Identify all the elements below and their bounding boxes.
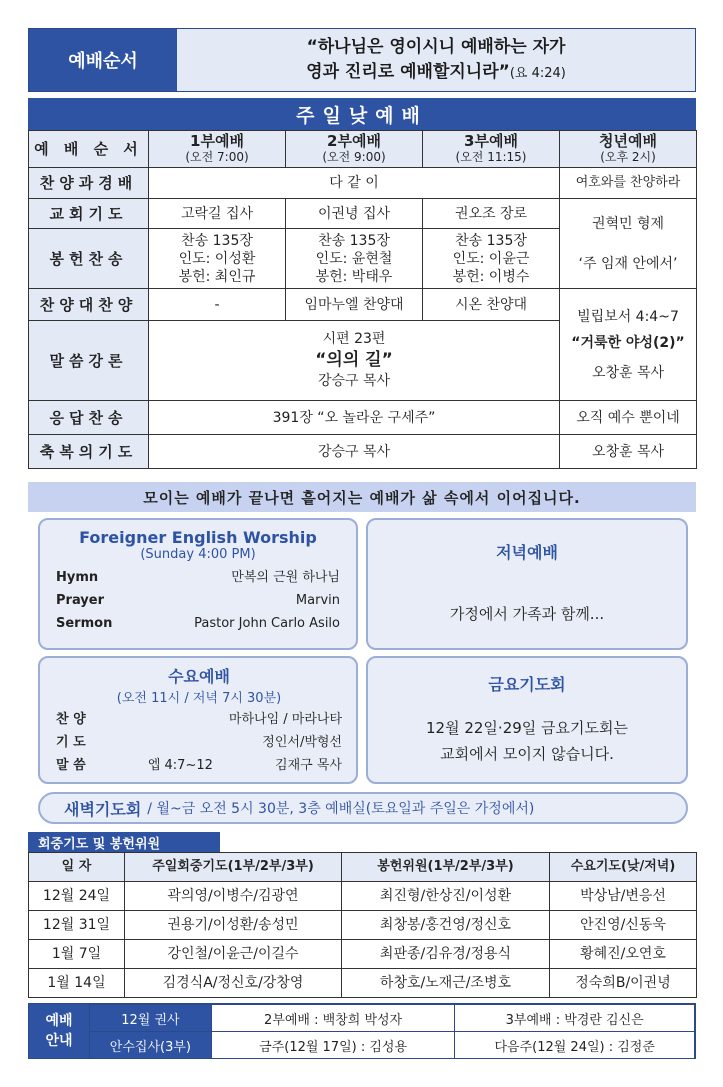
- worship-guide: [28, 1003, 696, 1059]
- verse-line-1: “하나님은 영이시니 예배하는 자가: [306, 36, 566, 57]
- friday-prayer-title: 금요기도회: [488, 675, 566, 694]
- table-row: [29, 940, 697, 969]
- wednesday-worship-time: (오전 11시 / 저녁 7시 30분): [116, 691, 282, 706]
- table-row-prayer: [29, 199, 697, 229]
- guide-cell: 3부예배 : 박경란 김신은: [455, 1005, 695, 1032]
- cell-offering-2: 찬송 135장 인도: 윤현철 봉헌: 박태우: [286, 229, 423, 289]
- table-row-praise: [29, 168, 697, 199]
- cell: 강인철/이윤근/이길수: [125, 940, 342, 969]
- row-label: 봉헌찬송: [29, 229, 149, 289]
- cell: 곽의영/이병수/김광연: [125, 882, 342, 911]
- cell-prayer-1: 고락길 집사: [149, 199, 286, 229]
- sermon-preacher: 강승구 목사: [317, 373, 391, 389]
- row-label: 축복의기도: [29, 435, 149, 469]
- column-header-youth-service: 청년예배 (오후 2시): [560, 131, 697, 168]
- guide-cell: 금주(12월 17일) : 김성용: [211, 1032, 455, 1059]
- sunday-worship-table: [28, 130, 697, 469]
- cell: 최판종/김유경/정용식: [342, 940, 550, 969]
- sermon-scripture: 시편 23편: [322, 331, 386, 347]
- verse-reference: (요 4:24): [509, 65, 566, 81]
- cell: 하창호/노재근/조병호: [342, 969, 550, 998]
- cell-prayer-3: 권오조 장로: [423, 199, 560, 229]
- date-cell: 12월 24일: [29, 882, 125, 911]
- date-cell: 12월 31일: [29, 911, 125, 940]
- cell-offering-3: 찬송 135장 인도: 이윤근 봉헌: 이병수: [423, 229, 560, 289]
- column-header-third-service: 3부예배 (오전 11:15): [423, 131, 560, 168]
- dawn-prayer-title: 새벽기도회: [64, 799, 142, 819]
- cell: 최진형/한상진/이성환: [342, 882, 550, 911]
- youth-sermon-title: “거룩한 야성(2)”: [571, 334, 685, 351]
- table-row: [29, 911, 697, 940]
- guide-cell: 다음주(12월 24일) : 김정준: [455, 1032, 695, 1059]
- sermon-title: “의의 길”: [315, 350, 393, 370]
- column-header-second-service: 2부예배 (오전 9:00): [286, 131, 423, 168]
- cell-youth-sermon: [560, 289, 697, 401]
- dawn-prayer-info: / 월~금 오전 5시 30분, 3층 예배실(토요일과 주일은 가정에서): [147, 801, 535, 817]
- cell-blessing-youth: 오창훈 목사: [560, 435, 697, 469]
- evening-worship-box: [366, 518, 688, 650]
- cell: 황혜진/오연호: [550, 940, 697, 969]
- prayer-committee-table: [28, 852, 697, 998]
- cell-praise-main: 다 같 이: [149, 168, 560, 199]
- column-header: 일 자: [29, 853, 125, 882]
- cell: 박상남/변응선: [550, 882, 697, 911]
- table-row-blessing: [29, 435, 697, 469]
- column-header-order: 예 배 순 서: [29, 131, 149, 168]
- prayer-committee-label: 회중기도 및 봉헌위원: [28, 832, 220, 852]
- row-label: 응답찬송: [29, 401, 149, 435]
- info-row-prayer: 기 도 정인서/박형선: [56, 735, 342, 750]
- guide-key: 안수집사(3부): [90, 1032, 212, 1059]
- motto-banner: 모이는 예배가 끝나면 흩어지는 예배가 삶 속에서 이어집니다.: [28, 482, 696, 512]
- worship-guide-label: 예배 안내: [29, 1004, 89, 1058]
- cell: 안진영/신동욱: [550, 911, 697, 940]
- verse-line-2: 영과 진리로 예배할지니라”(요 4:24): [306, 61, 566, 82]
- row-label: 찬양과경배: [29, 168, 149, 199]
- row-label: 말씀강론: [29, 321, 149, 401]
- youth-offering-hymn: ‘주 임재 안에서’: [578, 255, 678, 272]
- cell-blessing-main: 강승구 목사: [149, 435, 560, 469]
- youth-sermon-preacher: 오창훈 목사: [591, 364, 665, 381]
- dawn-prayer-box: [38, 792, 688, 824]
- table-header-row: [29, 853, 697, 882]
- evening-worship-text: 가정에서 가족과 함께...: [449, 605, 605, 623]
- column-header: 수요기도(낮/저녁): [550, 853, 697, 882]
- english-worship-box: [38, 518, 358, 650]
- wednesday-worship-title: 수요예배: [168, 667, 230, 686]
- cell-choir-2: 임마누엘 찬양대: [286, 289, 423, 321]
- table-row: [29, 969, 697, 998]
- cell: 정숙희B/이권녕: [550, 969, 697, 998]
- evening-worship-title: 저녁예배: [496, 543, 558, 562]
- row-label: 교회기도: [29, 199, 149, 229]
- header-verse: [177, 29, 695, 91]
- table-row: [90, 1005, 695, 1032]
- info-row-sermon: Sermon Pastor John Carlo Asilo: [56, 616, 340, 631]
- info-row-prayer: Prayer Marvin: [56, 593, 340, 608]
- column-header: 봉헌위원(1부/2부/3부): [342, 853, 550, 882]
- info-row-hymn: Hymn 만복의 근원 하나님: [56, 570, 340, 585]
- date-cell: 1월 7일: [29, 940, 125, 969]
- youth-prayer: 권혁민 형제: [591, 215, 665, 232]
- table-header-row: [29, 131, 697, 168]
- cell-choir-1: -: [149, 289, 286, 321]
- date-cell: 1월 14일: [29, 969, 125, 998]
- cell-prayer-2: 이권녕 집사: [286, 199, 423, 229]
- cell: 권용기/이성환/송성민: [125, 911, 342, 940]
- guide-cell: 2부예배 : 백창희 박성자: [211, 1005, 455, 1032]
- info-row-sermon: 말 씀 엡 4:7~12 김재구 목사: [56, 758, 342, 773]
- cell: 최창봉/홍건영/정신호: [342, 911, 550, 940]
- table-row-response: [29, 401, 697, 435]
- cell-praise-youth: 여호와를 찬양하라: [560, 168, 697, 199]
- table-row: [29, 882, 697, 911]
- english-worship-time: (Sunday 4:00 PM): [140, 547, 256, 562]
- sunday-worship-title: 주일낮예배: [28, 98, 696, 130]
- friday-prayer-box: [366, 656, 688, 784]
- column-header-first-service: 1부예배 (오전 7:00): [149, 131, 286, 168]
- cell: 김경식A/정신호/강창영: [125, 969, 342, 998]
- header-label: 예배순서: [29, 29, 177, 91]
- english-worship-title: Foreigner English Worship: [79, 528, 317, 547]
- header-banner: [28, 28, 696, 92]
- cell-response-main: 391장 “오 놀라운 구세주”: [149, 401, 560, 435]
- cell-response-youth: 오직 예수 뿐이네: [560, 401, 697, 435]
- friday-prayer-notice: 12월 22일·29일 금요기도회는 교회에서 모이지 않습니다.: [426, 719, 628, 763]
- cell-offering-1: 찬송 135장 인도: 이성환 봉헌: 최인규: [149, 229, 286, 289]
- table-row: [90, 1032, 695, 1059]
- table-row-choir: [29, 289, 697, 321]
- cell-prayer-offering-youth: [560, 199, 697, 289]
- cell-choir-3: 시온 찬양대: [423, 289, 560, 321]
- worship-guide-table: [89, 1004, 695, 1059]
- column-header: 주일회중기도(1부/2부/3부): [125, 853, 342, 882]
- row-label: 찬양대찬양: [29, 289, 149, 321]
- cell-sermon-main: [149, 321, 560, 401]
- info-row-praise: 찬 양 마하나임 / 마라나타: [56, 712, 342, 727]
- wednesday-worship-box: [38, 656, 358, 784]
- youth-sermon-scripture: 빌립보서 4:4~7: [577, 308, 679, 325]
- guide-key: 12월 권사: [90, 1005, 212, 1032]
